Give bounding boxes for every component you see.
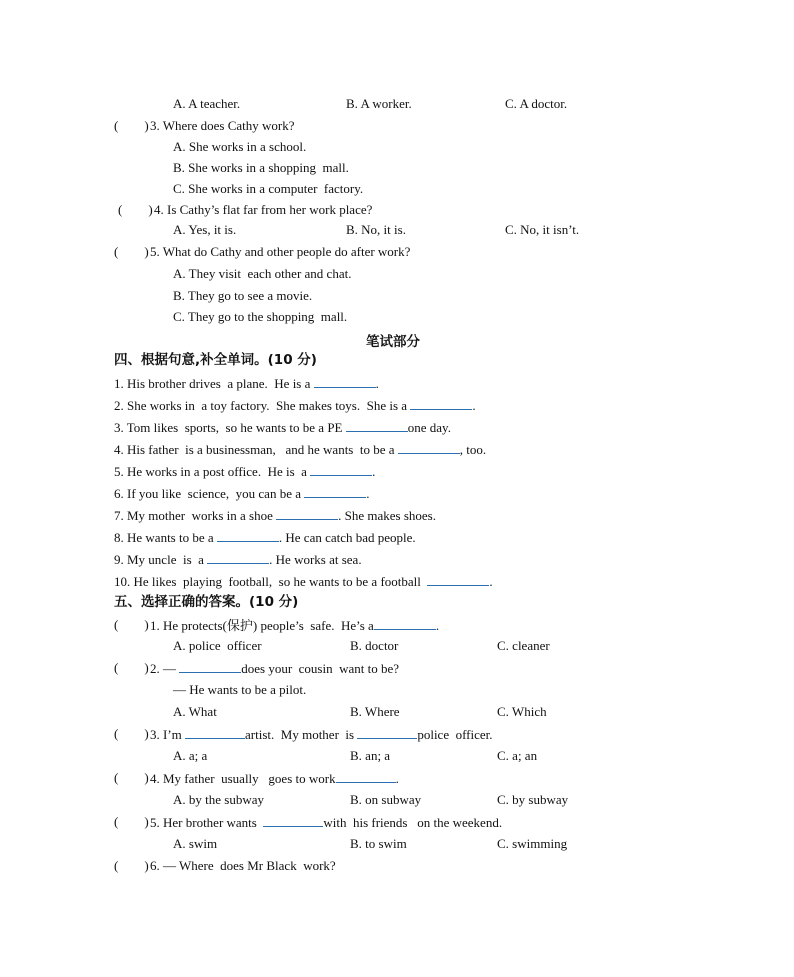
option-b: B. A worker. — [346, 96, 412, 111]
answer-bracket[interactable]: ( ) — [114, 118, 149, 133]
option-c: C. swimming — [497, 836, 568, 851]
answer-bracket[interactable]: ( ) — [114, 244, 149, 259]
option-b: B. They go to see a movie. — [173, 288, 313, 303]
option-b: B. on subway — [350, 792, 422, 807]
fill-item: 1. His brother drives a plane. He is a . — [114, 376, 379, 391]
answer-blank[interactable] — [346, 419, 408, 432]
question-stem: 1. He protects(保护) people’s safe. He’s a . — [150, 618, 440, 633]
answer-bracket[interactable]: ( ) — [114, 814, 149, 829]
answer-bracket[interactable]: ( ) — [114, 660, 149, 675]
fill-item: 10. He likes playing football, so he wants to be a football . — [114, 574, 493, 589]
option-a: A. What — [173, 704, 217, 719]
option-c: C. A doctor. — [505, 96, 568, 111]
answer-blank[interactable] — [263, 814, 323, 827]
answer-bracket[interactable]: ( ) — [114, 770, 149, 785]
answer-blank[interactable] — [207, 551, 269, 564]
option-a: A. She works in a school. — [173, 139, 307, 154]
question-stem: 2. — does your cousin want to be? — [150, 661, 400, 676]
option-c: C. cleaner — [497, 638, 550, 653]
option-b: B. No, it is. — [346, 222, 406, 237]
option-c: C. They go to the shopping mall. — [173, 309, 348, 324]
option-c: C. Which — [497, 704, 547, 719]
fill-item: 3. Tom likes sports, so he wants to be a PE one day. — [114, 420, 451, 435]
option-b: B. She works in a shopping mall. — [173, 160, 349, 175]
option-a: A. A teacher. — [173, 96, 241, 111]
option-c: C. She works in a computer factory. — [173, 181, 364, 196]
answer-blank[interactable] — [314, 375, 376, 388]
option-b: B. an; a — [350, 748, 391, 763]
option-b: B. doctor — [350, 638, 399, 653]
option-a: A. police officer — [173, 638, 262, 653]
answer-blank[interactable] — [410, 397, 472, 410]
question-stem: 5. What do Cathy and other people do after work? — [150, 244, 411, 259]
answer-bracket[interactable]: ( ) — [114, 617, 149, 632]
question-stem: 5. Her brother wants with his friends on the weekend. — [150, 815, 503, 830]
section-title: 笔试部分 — [366, 334, 420, 350]
answer-blank[interactable] — [276, 507, 338, 520]
answer-blank[interactable] — [310, 463, 372, 476]
answer-blank[interactable] — [398, 441, 460, 454]
question-stem: 3. Where does Cathy work? — [150, 118, 295, 133]
question-stem: 4. Is Cathy’s flat far from her work place? — [154, 202, 373, 217]
option-a: A. They visit each other and chat. — [173, 266, 352, 281]
fill-item: 6. If you like science, you can be a . — [114, 486, 370, 501]
answer-blank[interactable] — [336, 770, 396, 783]
answer-blank[interactable] — [427, 573, 489, 586]
option-c: C. a; an — [497, 748, 538, 763]
answer-bracket[interactable]: ( ) — [114, 726, 149, 741]
option-a: A. a; a — [173, 748, 208, 763]
fill-item: 2. She works in a toy factory. She makes toys. She is a . — [114, 398, 476, 413]
option-b: B. to swim — [350, 836, 407, 851]
fill-item: 5. He works in a post office. He is a . — [114, 464, 376, 479]
answer-blank[interactable] — [217, 529, 279, 542]
answer-blank[interactable] — [374, 617, 436, 630]
question-stem: 6. — Where does Mr Black work? — [150, 858, 336, 873]
option-b: B. Where — [350, 704, 400, 719]
option-c: C. No, it isn’t. — [505, 222, 580, 237]
answer-blank[interactable] — [179, 660, 241, 673]
question-stem: 4. My father usually goes to work . — [150, 771, 399, 786]
section-heading: 五、选择正确的答案。(10 分) — [114, 594, 299, 610]
answer-bracket[interactable]: ( ) — [118, 202, 153, 217]
question-stem: 3. I’m artist. My mother is police officer. — [150, 727, 493, 742]
answer-blank[interactable] — [357, 726, 417, 739]
option-a: A. by the subway — [173, 792, 264, 807]
option-a: A. Yes, it is. — [173, 222, 237, 237]
fill-item: 8. He wants to be a . He can catch bad people. — [114, 530, 416, 545]
answer-blank[interactable] — [304, 485, 366, 498]
option-c: C. by subway — [497, 792, 569, 807]
answer-bracket[interactable]: ( ) — [114, 858, 149, 873]
answer-blank[interactable] — [185, 726, 245, 739]
option-a: A. swim — [173, 836, 218, 851]
dialogue-reply: — He wants to be a pilot. — [173, 682, 307, 697]
fill-item: 4. His father is a businessman, and he wants to be a , too. — [114, 442, 487, 457]
fill-item: 7. My mother works in a shoe . She makes shoes. — [114, 508, 436, 523]
section-heading: 四、根据句意,补全单词。(10 分) — [114, 352, 317, 368]
fill-item: 9. My uncle is a . He works at sea. — [114, 552, 362, 567]
